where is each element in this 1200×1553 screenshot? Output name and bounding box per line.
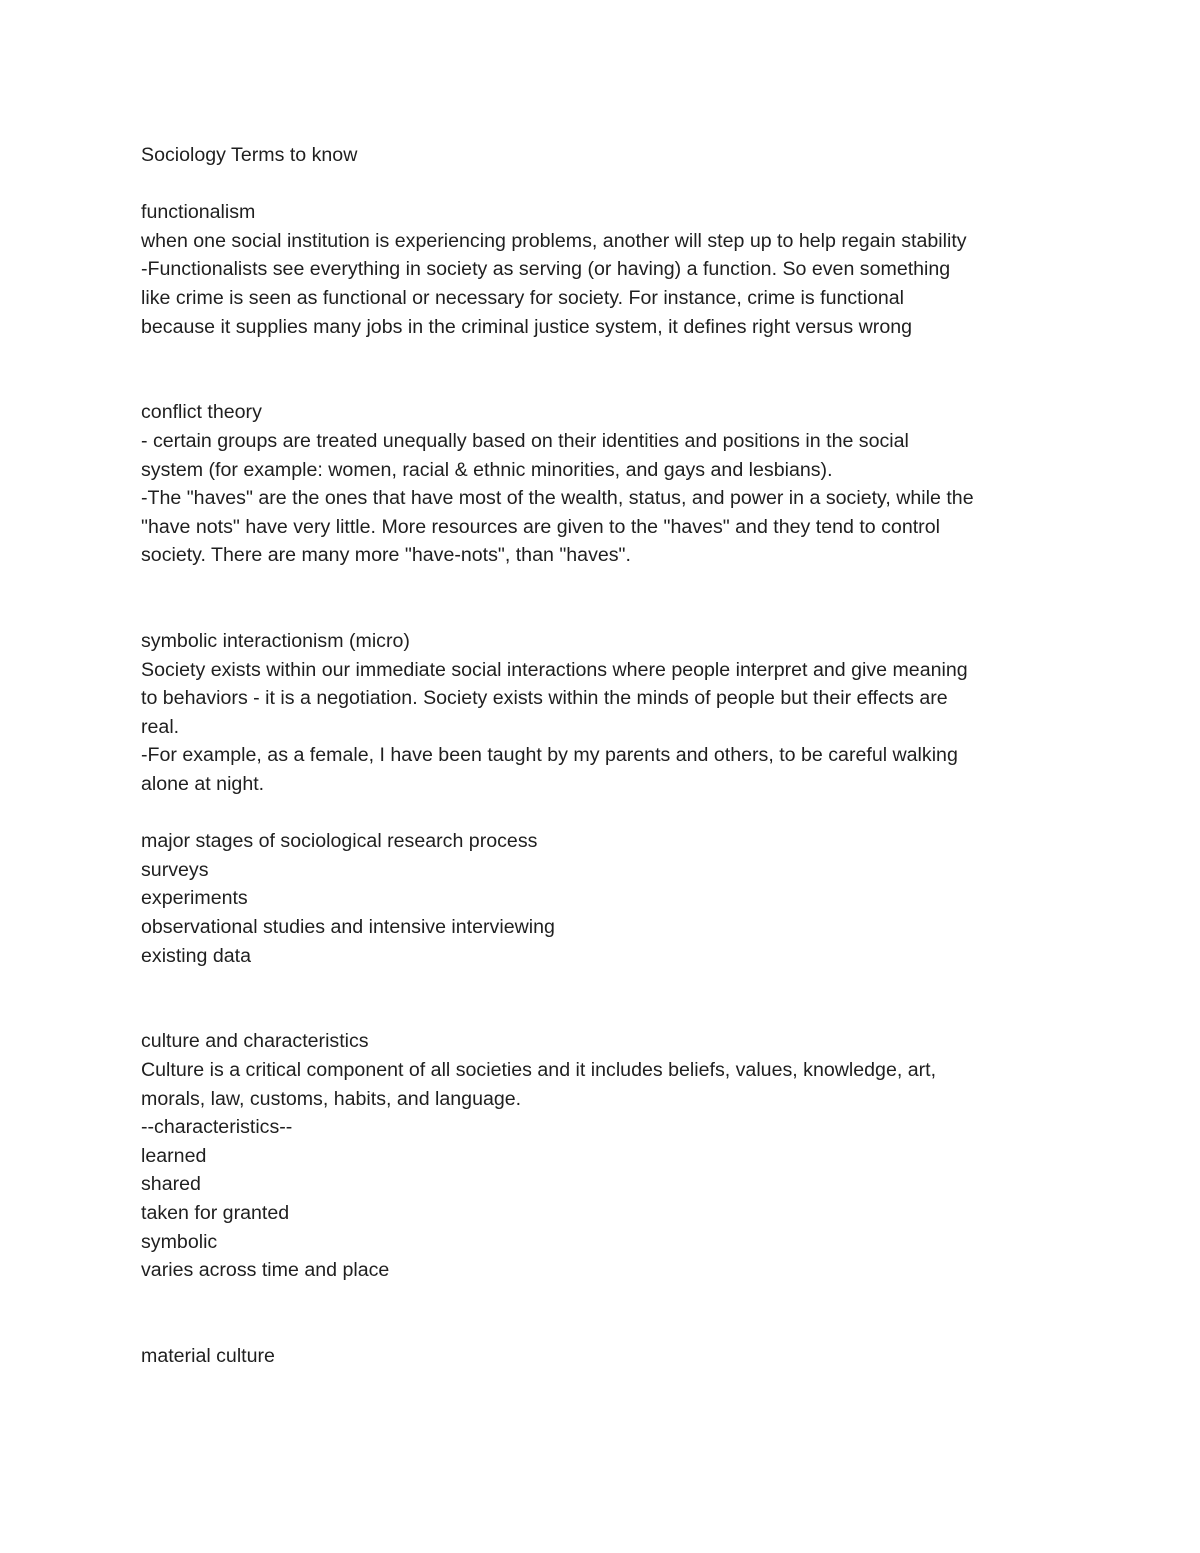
blank-line: [141, 170, 1081, 199]
term-text-line: Culture is a critical component of all societies and it includes beliefs, values, knowledge, art,: [141, 1059, 937, 1081]
term-text-line: society. There are many more "have-nots", than "haves".: [141, 544, 631, 567]
blank-line: [141, 799, 1081, 828]
document-body: [141, 141, 1081, 1371]
term-text-line: -The "haves" are the ones that have most of the wealth, status, and power in a society, while the: [141, 487, 974, 510]
term-text-line: morals, law, customs, habits, and language.: [141, 1087, 522, 1110]
term-heading-culture: culture and characteristics: [141, 1030, 369, 1053]
term-heading-conflict-theory: conflict theory: [141, 401, 262, 424]
term-text-line: real.: [141, 715, 180, 738]
list-item: learned: [141, 1144, 207, 1167]
list-item: surveys: [141, 858, 209, 881]
list-item: existing data: [141, 944, 252, 967]
list-item: observational studies and intensive interviewing: [141, 916, 555, 939]
list-item: experiments: [141, 887, 248, 910]
term-heading-research-process: major stages of sociological research process: [141, 830, 538, 853]
term-heading-symbolic-interactionism: symbolic interactionism (micro): [141, 630, 410, 653]
list-subheading: --characteristics--: [141, 1116, 293, 1139]
list-item: taken for granted: [141, 1201, 290, 1224]
list-item: symbolic: [141, 1230, 218, 1253]
blank-line: [141, 570, 1081, 599]
term-text-line: system (for example: women, racial & ethnic minorities, and gays and lesbians).: [141, 458, 833, 481]
term-text-line: like crime is seen as functional or necessary for society. For instance, crime is functional: [141, 286, 905, 309]
term-text-line: to behaviors - it is a negotiation. Society exists within the minds of people but their effects are: [141, 687, 948, 710]
term-text-line: alone at night.: [141, 773, 265, 796]
blank-line: [141, 1313, 1081, 1342]
blank-line: [141, 999, 1081, 1028]
term-text-line: when one social institution is experiencing problems, another will step up to help regain stability: [141, 229, 967, 252]
blank-line: [141, 341, 1081, 370]
term-text-line: "have nots" have very little. More resources are given to the "haves" and they tend to control: [141, 515, 940, 538]
blank-line: [141, 970, 1081, 999]
term-text-line: -Functionalists see everything in society as serving (or having) a function. So even something: [141, 258, 951, 281]
term-heading-material-culture: material culture: [141, 1344, 275, 1367]
blank-line: [141, 1285, 1081, 1314]
term-heading-functionalism: functionalism: [141, 201, 256, 224]
blank-line: [141, 599, 1081, 628]
list-item: varies across time and place: [141, 1259, 390, 1282]
term-text-line: because it supplies many jobs in the criminal justice system, it defines right versus wrong: [141, 315, 913, 338]
term-text-line: -For example, as a female, I have been taught by my parents and others, to be careful walking: [141, 744, 958, 767]
list-item: shared: [141, 1173, 201, 1196]
term-text-line: Society exists within our immediate social interactions where people interpret and give meaning: [141, 658, 968, 681]
blank-line: [141, 370, 1081, 399]
term-text-line: - certain groups are treated unequally based on their identities and positions in the social: [141, 429, 909, 452]
document-title: Sociology Terms to know: [141, 144, 358, 166]
